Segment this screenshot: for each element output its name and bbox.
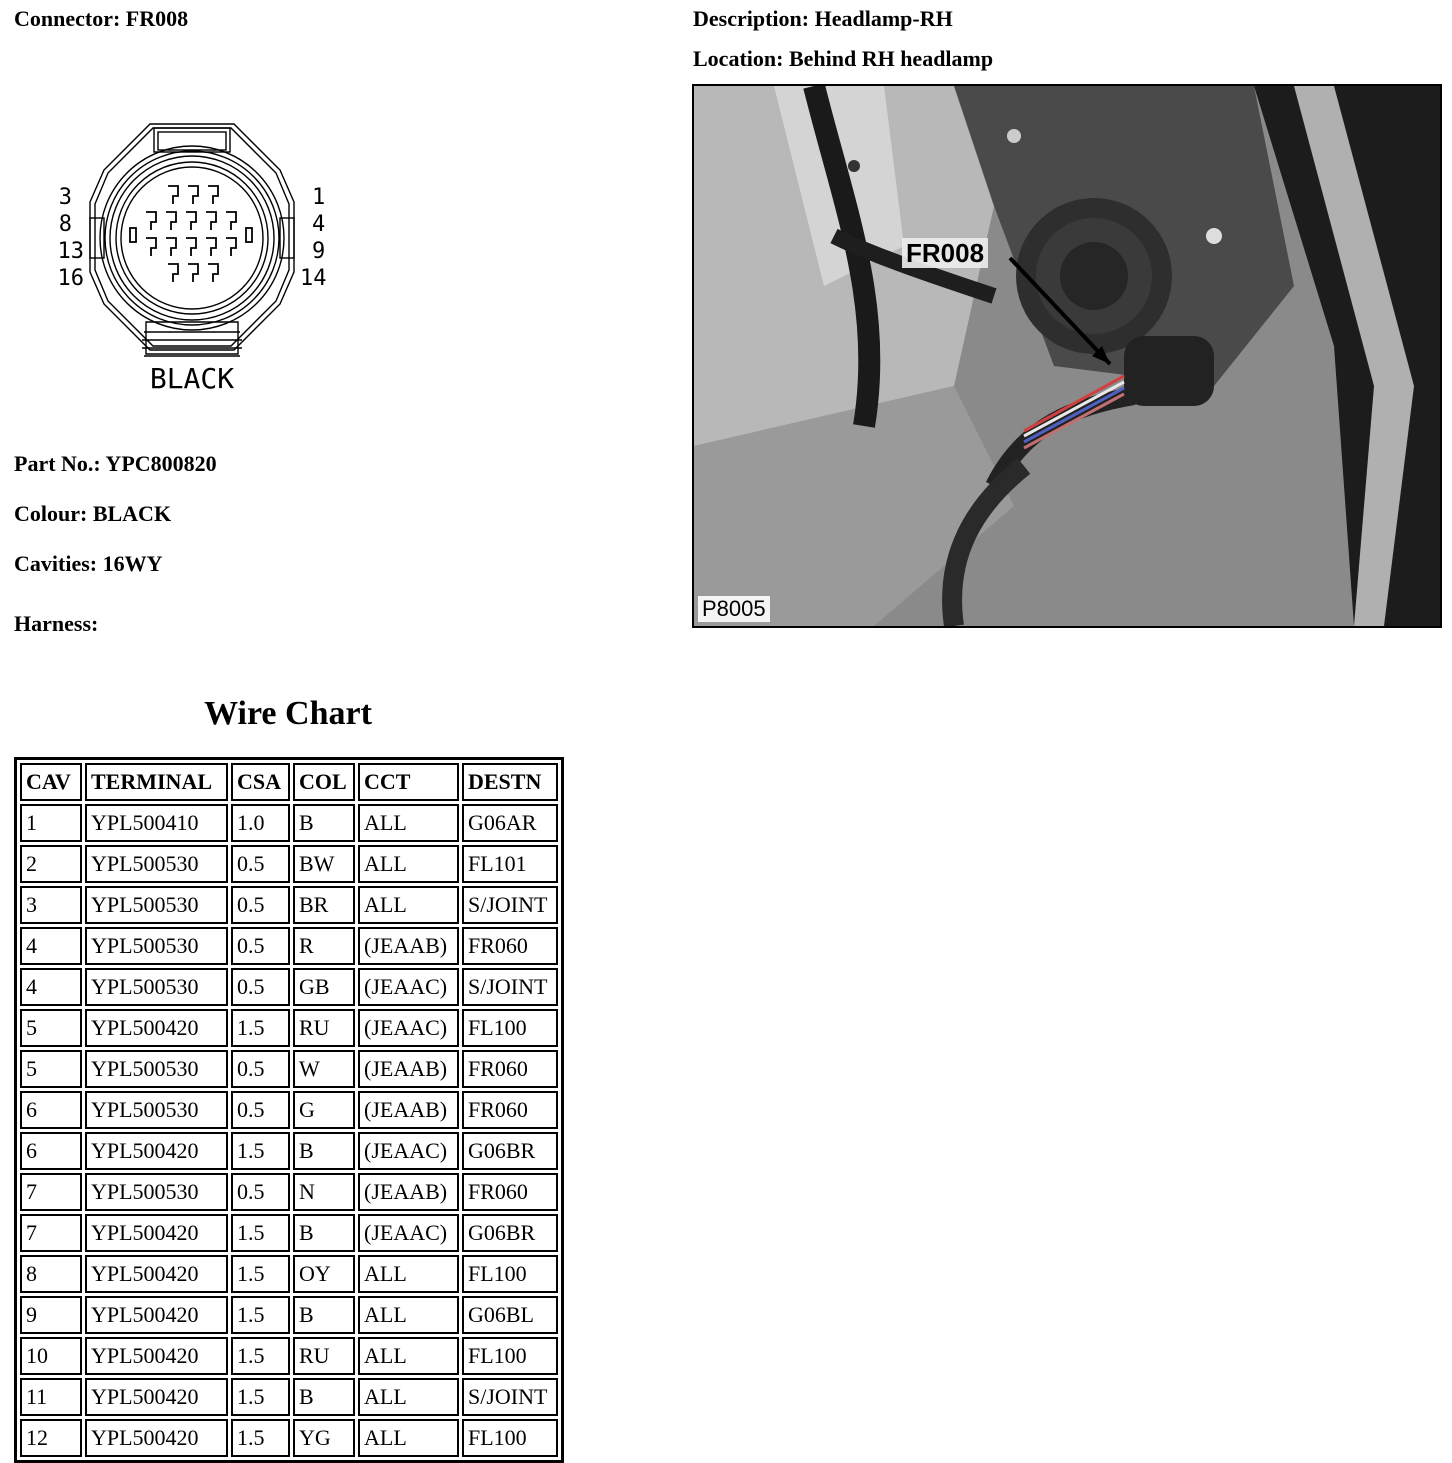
cell-col: GB — [293, 968, 355, 1006]
cell-col: G — [293, 1091, 355, 1129]
cell-cct: ALL — [358, 1419, 459, 1457]
table-row — [20, 1050, 558, 1088]
cell-cct: (JEAAB) — [358, 1173, 459, 1211]
cell-cav: 6 — [20, 1091, 82, 1129]
header-csa: CSA — [231, 763, 290, 801]
harness-label: Harness: — [14, 611, 99, 636]
cell-csa: 1.5 — [231, 1009, 290, 1047]
cell-cav: 10 — [20, 1337, 82, 1375]
header-cct: CCT — [358, 763, 459, 801]
cell-col: B — [293, 1214, 355, 1252]
cell-cav: 9 — [20, 1296, 82, 1334]
cell-col: W — [293, 1050, 355, 1088]
pin-number-1: 1 — [312, 185, 326, 210]
cell-cct: ALL — [358, 845, 459, 883]
cell-destn: FL101 — [462, 845, 558, 883]
wire-chart-header-row — [20, 763, 558, 801]
housing-colour-label: BLACK — [149, 362, 235, 395]
cell-destn: G06AR — [462, 804, 558, 842]
cell-cav: 5 — [20, 1009, 82, 1047]
cell-csa: 0.5 — [231, 886, 290, 924]
pin-number-3: 3 — [58, 185, 72, 210]
cell-cav: 5 — [20, 1050, 82, 1088]
cell-destn: FR060 — [462, 927, 558, 965]
cell-col: B — [293, 804, 355, 842]
cell-terminal: YPL500530 — [85, 1050, 228, 1088]
cell-cav: 4 — [20, 927, 82, 965]
cell-destn: FL100 — [462, 1419, 558, 1457]
cell-col: OY — [293, 1255, 355, 1293]
cell-destn: G06BR — [462, 1214, 558, 1252]
table-row — [20, 1214, 558, 1252]
cell-cav: 3 — [20, 886, 82, 924]
location-photo — [692, 84, 1442, 628]
cell-cct: (JEAAC) — [358, 1214, 459, 1252]
cell-destn: G06BL — [462, 1296, 558, 1334]
cell-terminal: YPL500530 — [85, 927, 228, 965]
cell-cct: (JEAAC) — [358, 1132, 459, 1170]
cell-cav: 1 — [20, 804, 82, 842]
header-cav: CAV — [20, 763, 82, 801]
cell-cct: ALL — [358, 1378, 459, 1416]
cell-col: N — [293, 1173, 355, 1211]
table-row — [20, 1337, 558, 1375]
cell-cct: ALL — [358, 1296, 459, 1334]
cell-cav: 8 — [20, 1255, 82, 1293]
table-row — [20, 804, 558, 842]
header-destn: DESTN — [462, 763, 558, 801]
cell-terminal: YPL500420 — [85, 1419, 228, 1457]
photo-illustration — [694, 86, 1440, 626]
wire-chart-table — [14, 757, 564, 1463]
pin-number-13: 13 — [57, 239, 84, 264]
cell-destn: S/JOINT — [462, 886, 558, 924]
cell-cav: 12 — [20, 1419, 82, 1457]
cell-col: BR — [293, 886, 355, 924]
cell-destn: FL100 — [462, 1009, 558, 1047]
cell-csa: 1.5 — [231, 1296, 290, 1334]
cell-terminal: YPL500420 — [85, 1337, 228, 1375]
cell-cct: ALL — [358, 886, 459, 924]
cell-terminal: YPL500410 — [85, 804, 228, 842]
cell-cct: (JEAAB) — [358, 1050, 459, 1088]
cell-csa: 0.5 — [231, 1091, 290, 1129]
cell-destn: FR060 — [462, 1050, 558, 1088]
cell-cct: ALL — [358, 1337, 459, 1375]
header-col: COL — [293, 763, 355, 801]
cell-col: YG — [293, 1419, 355, 1457]
cell-destn: FL100 — [462, 1255, 558, 1293]
table-row — [20, 845, 558, 883]
cell-destn: S/JOINT — [462, 968, 558, 1006]
cell-destn: FL100 — [462, 1337, 558, 1375]
table-row — [20, 927, 558, 965]
cell-terminal: YPL500420 — [85, 1132, 228, 1170]
cell-csa: 1.0 — [231, 804, 290, 842]
location-label: Location: Behind RH headlamp — [693, 46, 994, 71]
cell-cav: 7 — [20, 1214, 82, 1252]
photo-code-label: P8005 — [698, 596, 770, 622]
cell-csa: 1.5 — [231, 1419, 290, 1457]
cell-csa: 1.5 — [231, 1337, 290, 1375]
part-number-label: Part No.: YPC800820 — [14, 451, 217, 476]
table-row — [20, 1378, 558, 1416]
table-row — [20, 1009, 558, 1047]
cell-csa: 0.5 — [231, 845, 290, 883]
cell-col: RU — [293, 1337, 355, 1375]
table-row — [20, 1132, 558, 1170]
cell-col: B — [293, 1296, 355, 1334]
table-row — [20, 1091, 558, 1129]
cell-csa: 1.5 — [231, 1378, 290, 1416]
cell-csa: 0.5 — [231, 927, 290, 965]
cell-col: B — [293, 1132, 355, 1170]
wire-chart-title: Wire Chart — [204, 695, 372, 732]
connector-label: Connector: FR008 — [14, 6, 189, 31]
cavities-label: Cavities: 16WY — [14, 551, 163, 576]
cell-terminal: YPL500530 — [85, 1091, 228, 1129]
cell-csa: 1.5 — [231, 1255, 290, 1293]
cell-cct: (JEAAC) — [358, 968, 459, 1006]
table-row — [20, 1255, 558, 1293]
cell-destn: FR060 — [462, 1173, 558, 1211]
pin-number-4: 4 — [312, 212, 326, 237]
cell-csa: 0.5 — [231, 968, 290, 1006]
colour-label: Colour: BLACK — [14, 501, 172, 526]
connector-face-diagram — [50, 118, 350, 408]
table-row — [20, 1296, 558, 1334]
cell-terminal: YPL500530 — [85, 845, 228, 883]
header-terminal: TERMINAL — [85, 763, 228, 801]
photo-callout-label: FR008 — [902, 238, 988, 268]
cell-cav: 2 — [20, 845, 82, 883]
cell-destn: FR060 — [462, 1091, 558, 1129]
cell-terminal: YPL500530 — [85, 1173, 228, 1211]
cell-csa: 1.5 — [231, 1214, 290, 1252]
cell-csa: 0.5 — [231, 1173, 290, 1211]
wire-chart-body — [20, 804, 558, 1457]
cell-cav: 6 — [20, 1132, 82, 1170]
cell-cav: 7 — [20, 1173, 82, 1211]
cell-cct: (JEAAB) — [358, 927, 459, 965]
cell-col: RU — [293, 1009, 355, 1047]
pin-number-14: 14 — [300, 266, 327, 291]
cell-csa: 1.5 — [231, 1132, 290, 1170]
cell-cct: (JEAAB) — [358, 1091, 459, 1129]
cell-cct: (JEAAC) — [358, 1009, 459, 1047]
cell-terminal: YPL500530 — [85, 968, 228, 1006]
cell-terminal: YPL500530 — [85, 886, 228, 924]
cell-csa: 0.5 — [231, 1050, 290, 1088]
pin-number-16: 16 — [57, 266, 84, 291]
description-label: Description: Headlamp-RH — [693, 6, 953, 31]
table-row — [20, 968, 558, 1006]
cell-cct: ALL — [358, 1255, 459, 1293]
cell-terminal: YPL500420 — [85, 1296, 228, 1334]
table-row — [20, 1419, 558, 1457]
table-row — [20, 886, 558, 924]
cell-cav: 11 — [20, 1378, 82, 1416]
cell-terminal: YPL500420 — [85, 1214, 228, 1252]
cell-terminal: YPL500420 — [85, 1378, 228, 1416]
cell-cct: ALL — [358, 804, 459, 842]
pin-number-8: 8 — [58, 212, 72, 237]
cell-col: R — [293, 927, 355, 965]
cell-destn: G06BR — [462, 1132, 558, 1170]
table-row — [20, 1173, 558, 1211]
cell-destn: S/JOINT — [462, 1378, 558, 1416]
cell-terminal: YPL500420 — [85, 1009, 228, 1047]
pin-number-9: 9 — [312, 239, 326, 264]
cell-terminal: YPL500420 — [85, 1255, 228, 1293]
cell-cav: 4 — [20, 968, 82, 1006]
cell-col: BW — [293, 845, 355, 883]
cell-col: B — [293, 1378, 355, 1416]
